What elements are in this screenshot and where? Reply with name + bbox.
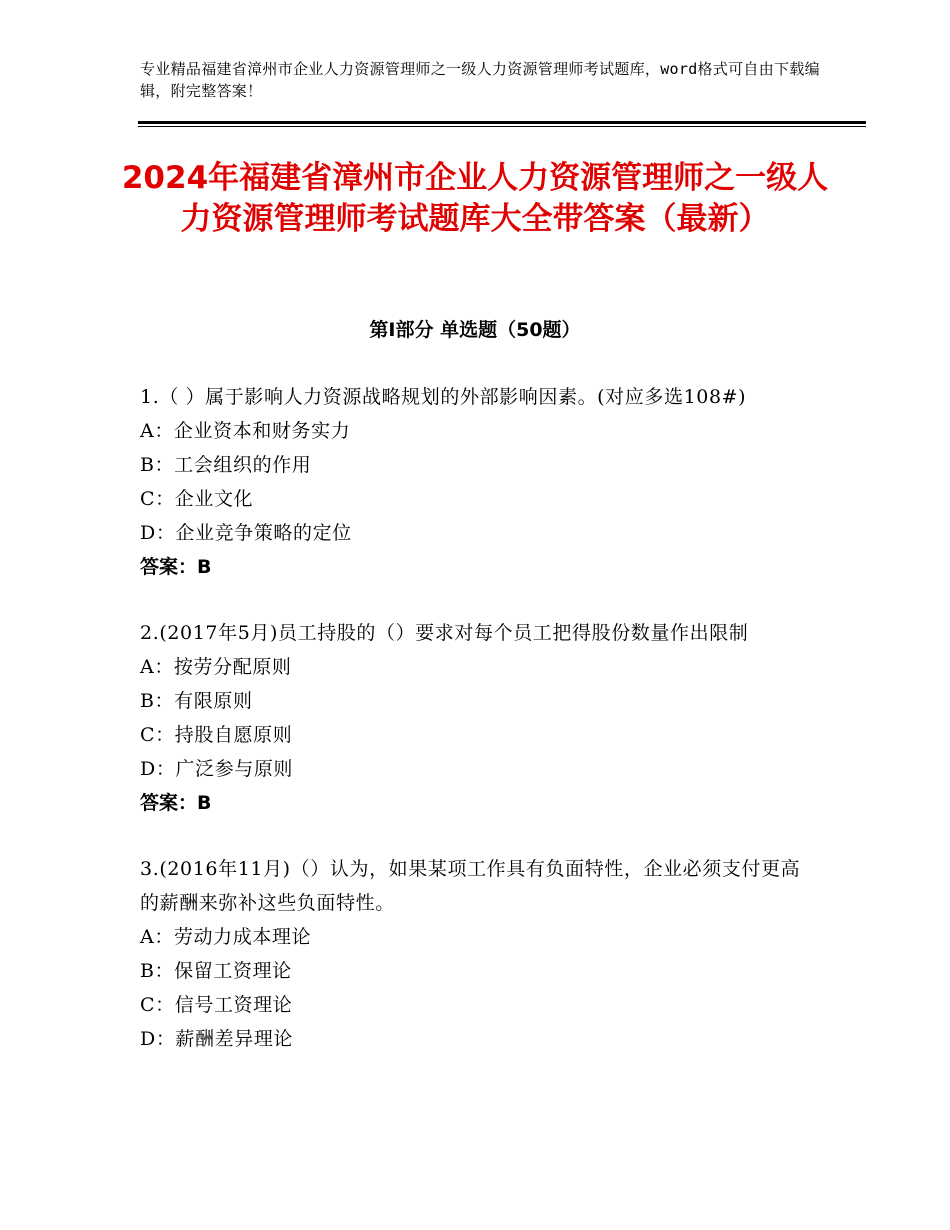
header-note: 专业精品福建省漳州市企业人力资源管理师之一级人力资源管理师考试题库，word格式可自由下载编辑，附完整答案！ bbox=[140, 60, 820, 100]
document-title: 2024年福建省漳州市企业人力资源管理师之一级人力资源管理师考试题库大全带答案（最新） bbox=[121, 160, 829, 237]
header-rule-thin bbox=[138, 126, 866, 127]
question-list bbox=[140, 380, 810, 1088]
answer: 答案：B bbox=[140, 556, 212, 578]
option-a: A：企业资本和财务实力 bbox=[140, 420, 351, 442]
option-d: D：企业竞争策略的定位 bbox=[140, 522, 352, 544]
option-b: B：保留工资理论 bbox=[140, 960, 292, 982]
option-b: B：有限原则 bbox=[140, 690, 253, 712]
section-title: 第Ⅰ部分 单选题（50题） bbox=[369, 319, 581, 341]
option-c: C：信号工资理论 bbox=[140, 994, 293, 1016]
question-2 bbox=[140, 616, 810, 820]
option-c: C：持股自愿原则 bbox=[140, 724, 293, 746]
option-b: B：工会组织的作用 bbox=[140, 454, 312, 476]
question-stem: 3.(2016年11月)（）认为，如果某项工作具有负面特性，企业必须支付更高的薪酬来弥补这些负面特性。 bbox=[140, 858, 801, 914]
question-stem: 1.（ ）属于影响人力资源战略规划的外部影响因素。(对应多选108#) bbox=[140, 386, 747, 408]
question-1 bbox=[140, 380, 810, 584]
option-a: A：按劳分配原则 bbox=[140, 656, 292, 678]
header-rule-thick bbox=[138, 121, 866, 124]
option-a: A：劳动力成本理论 bbox=[140, 926, 312, 948]
question-3 bbox=[140, 852, 810, 1056]
option-c: C：企业文化 bbox=[140, 488, 254, 510]
option-d: D：广泛参与原则 bbox=[140, 758, 294, 780]
question-stem: 2.(2017年5月)员工持股的（）要求对每个员工把得股份数量作出限制 bbox=[140, 622, 749, 644]
option-d: D：薪酬差异理论 bbox=[140, 1028, 294, 1050]
answer: 答案：B bbox=[140, 792, 212, 814]
